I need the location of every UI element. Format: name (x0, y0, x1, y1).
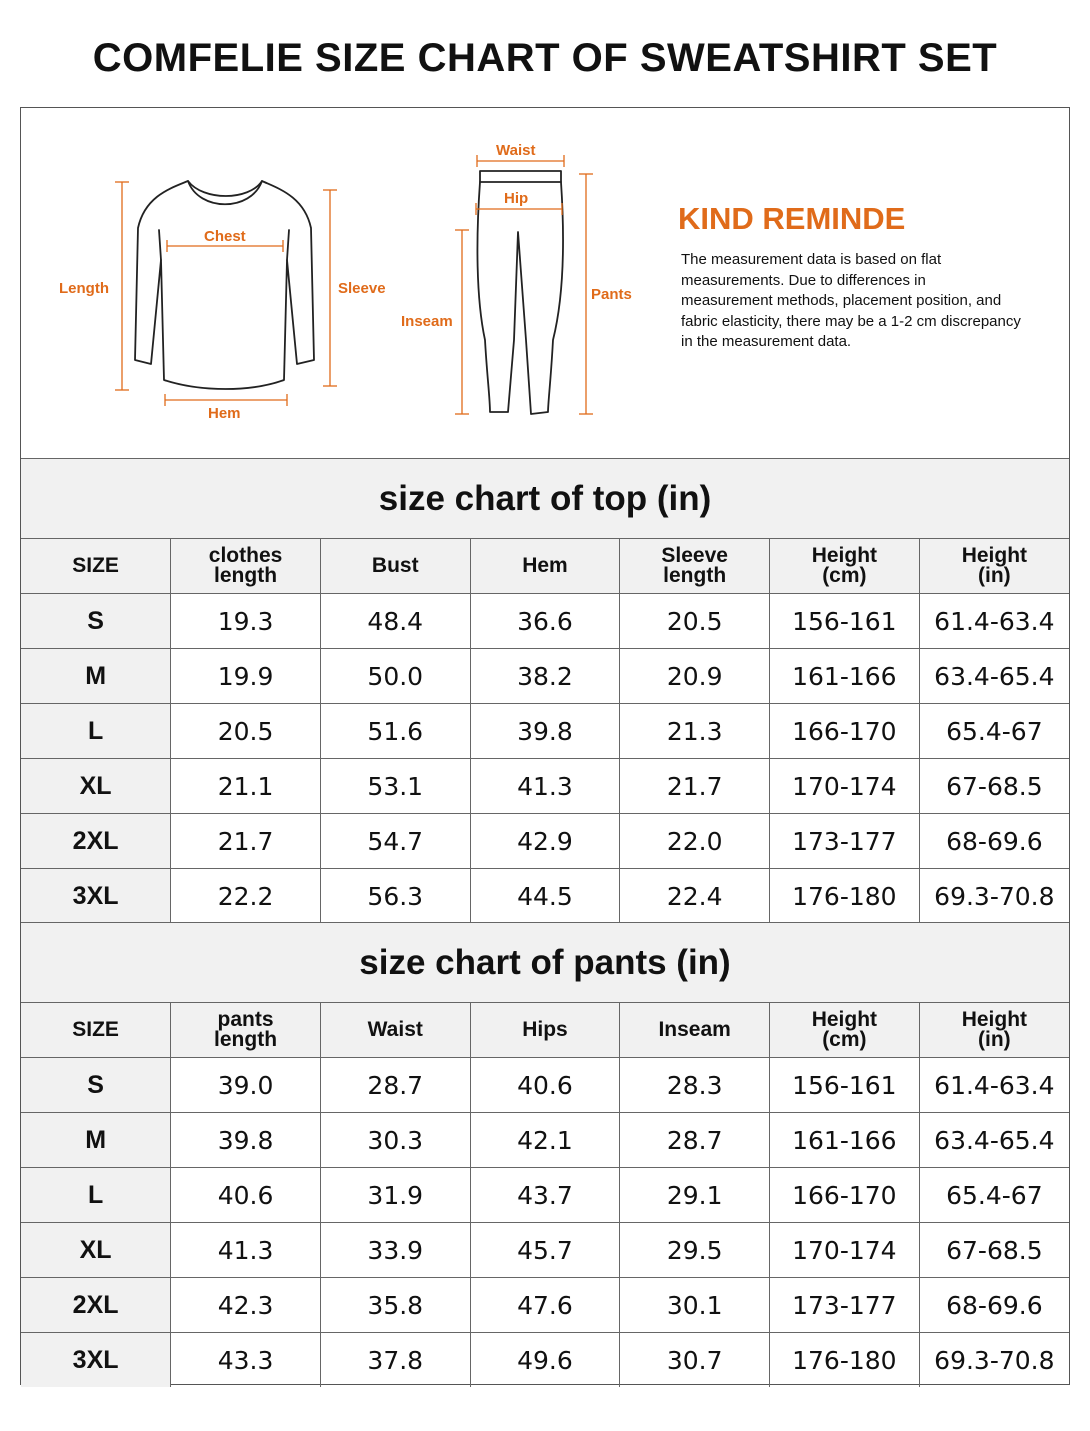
pants-table-header-cell (919, 1003, 1069, 1058)
top-table-size-cell: M (21, 649, 171, 704)
top-table-header-text: length (214, 564, 278, 587)
pants-table-value-cell: 28.7 (620, 1113, 770, 1168)
top-table-value-cell: 20.5 (171, 704, 321, 759)
pants-table-value-cell: 31.9 (320, 1168, 470, 1223)
page-title: COMFELIE SIZE CHART OF SWEATSHIRT SET (92, 36, 998, 80)
pants-table-value-cell: 40.6 (470, 1058, 620, 1113)
top-chart-title: size chart of top (in) (21, 458, 1069, 538)
pants-table-row (21, 1278, 1069, 1333)
pants-table-row (21, 1113, 1069, 1168)
top-table-row (21, 814, 1069, 869)
top-table-value-cell: 42.9 (470, 814, 620, 869)
pants-table-size-cell: 2XL (21, 1278, 171, 1333)
top-table-value-cell: 36.6 (470, 594, 620, 649)
top-measure-lines (115, 182, 337, 406)
sweatshirt-neckline (188, 181, 262, 196)
top-table-value-cell: 48.4 (320, 594, 470, 649)
top-table-value-cell: 19.9 (171, 649, 321, 704)
top-table-header-text: Hem (522, 554, 568, 577)
inseam-label: Inseam (401, 313, 453, 330)
top-table-header-cell (320, 539, 470, 594)
top-table-value-cell: 44.5 (470, 869, 620, 924)
pants-table-header-text: Inseam (658, 1018, 731, 1041)
pants-table-value-cell: 49.6 (470, 1333, 620, 1388)
top-table-row (21, 759, 1069, 814)
pants-table-value-cell: 61.4-63.4 (919, 1058, 1069, 1113)
pants-table-value-cell: 39.8 (171, 1113, 321, 1168)
length-label: Length (59, 280, 109, 297)
top-table-header-row (21, 539, 1069, 594)
pants-table-header-text: (in) (978, 1028, 1011, 1051)
pants-table-header-text: Height (811, 1008, 878, 1031)
pants-table-header-cell (470, 1003, 620, 1058)
pants-label: Pants (591, 286, 632, 303)
pants-table-value-cell: 33.9 (320, 1223, 470, 1278)
top-table-value-cell: 19.3 (171, 594, 321, 649)
top-table-value-cell: 22.4 (620, 869, 770, 924)
pants-table-value-cell: 45.7 (470, 1223, 620, 1278)
top-table-value-cell: 161-166 (770, 649, 920, 704)
top-table-size-cell: 2XL (21, 814, 171, 869)
top-table-header-text: Height (961, 544, 1028, 567)
pants-table-value-cell: 170-174 (770, 1223, 920, 1278)
top-table-header-cell (770, 539, 920, 594)
pants-table-row (21, 1058, 1069, 1113)
pants-table-header-cell (320, 1003, 470, 1058)
top-table-header-text: Bust (371, 554, 419, 577)
pants-table-header-text: Height (961, 1008, 1028, 1031)
measurement-diagram-panel (21, 108, 1069, 458)
top-table-value-cell: 20.5 (620, 594, 770, 649)
sweatshirt-right-seam (287, 230, 289, 260)
pants-table-value-cell: 28.3 (620, 1058, 770, 1113)
top-table-header-cell (470, 539, 620, 594)
sleeve-label: Sleeve (338, 280, 386, 297)
pants-table-header-cell (171, 1003, 321, 1058)
pants-table-value-cell: 63.4-65.4 (919, 1113, 1069, 1168)
pants-table-size-cell: S (21, 1058, 171, 1113)
pants-table-value-cell: 42.1 (470, 1113, 620, 1168)
top-table-size-cell: 3XL (21, 869, 171, 924)
top-table-value-cell: 21.3 (620, 704, 770, 759)
top-table-value-cell: 69.3-70.8 (919, 869, 1069, 924)
top-table-value-cell: 68-69.6 (919, 814, 1069, 869)
pants-table-header-text: pants (217, 1008, 274, 1031)
top-table-value-cell: 20.9 (620, 649, 770, 704)
pants-table-value-cell: 29.5 (620, 1223, 770, 1278)
pants-table-value-cell: 173-177 (770, 1278, 920, 1333)
top-table-value-cell: 50.0 (320, 649, 470, 704)
top-table-value-cell: 22.2 (171, 869, 321, 924)
pants-table-value-cell: 39.0 (171, 1058, 321, 1113)
pants-illustration (477, 171, 563, 414)
pants-table-value-cell: 161-166 (770, 1113, 920, 1168)
top-table-row (21, 594, 1069, 649)
top-table-value-cell: 170-174 (770, 759, 920, 814)
pants-table-value-cell: 30.7 (620, 1333, 770, 1388)
top-table-value-cell: 61.4-63.4 (919, 594, 1069, 649)
pants-table-value-cell: 35.8 (320, 1278, 470, 1333)
pants-table-value-cell: 67-68.5 (919, 1223, 1069, 1278)
top-table-header-cell (620, 539, 770, 594)
top-table-header-text: (in) (978, 564, 1011, 587)
sweatshirt-illustration (135, 181, 314, 389)
sweatshirt-left-seam (159, 230, 161, 260)
top-table-value-cell: 156-161 (770, 594, 920, 649)
top-table-value-cell: 38.2 (470, 649, 620, 704)
top-table-value-cell: 67-68.5 (919, 759, 1069, 814)
pants-table-value-cell: 28.7 (320, 1058, 470, 1113)
top-table-value-cell: 56.3 (320, 869, 470, 924)
top-table-value-cell: 173-177 (770, 814, 920, 869)
pants-table-value-cell: 30.3 (320, 1113, 470, 1168)
top-table-header-text: SIZE (72, 554, 119, 577)
pants-table-size-cell: M (21, 1113, 171, 1168)
top-table-size-cell: S (21, 594, 171, 649)
top-table-size-cell: L (21, 704, 171, 759)
pants-table-header-text: (cm) (822, 1028, 867, 1051)
pants-table-value-cell: 69.3-70.8 (919, 1333, 1069, 1388)
pants-chart-title: size chart of pants (in) (21, 922, 1069, 1002)
top-table-row (21, 649, 1069, 704)
top-table-header-text: clothes (208, 544, 283, 567)
pants-table-value-cell: 156-161 (770, 1058, 920, 1113)
pants-table-value-cell: 30.1 (620, 1278, 770, 1333)
top-table-value-cell: 63.4-65.4 (919, 649, 1069, 704)
pants-table-value-cell: 47.6 (470, 1278, 620, 1333)
pants-table-size-cell: XL (21, 1223, 171, 1278)
sweatshirt-body-outline (135, 181, 314, 389)
top-table-header-text: length (663, 564, 727, 587)
pants-table-value-cell: 29.1 (620, 1168, 770, 1223)
pants-table-size-cell: L (21, 1168, 171, 1223)
pants-table-value-cell: 40.6 (171, 1168, 321, 1223)
pants-table-value-cell: 43.3 (171, 1333, 321, 1388)
pants-table-header-text: length (214, 1028, 278, 1051)
top-table-value-cell: 176-180 (770, 869, 920, 924)
top-table-body (21, 594, 1069, 924)
top-table-row (21, 869, 1069, 924)
pants-table-value-cell: 37.8 (320, 1333, 470, 1388)
top-table-header-text: Height (811, 544, 878, 567)
top-table-value-cell: 41.3 (470, 759, 620, 814)
top-table-header-cell (919, 539, 1069, 594)
pants-outline (477, 171, 563, 414)
pants-table-row (21, 1223, 1069, 1278)
pants-table-header-cell (21, 1003, 171, 1058)
pants-size-table (21, 1002, 1069, 1387)
top-table-value-cell: 166-170 (770, 704, 920, 759)
reminder-title: KIND REMINDE (678, 201, 906, 236)
pants-table-row (21, 1168, 1069, 1223)
top-table-header-cell (171, 539, 321, 594)
top-table-header-text: (cm) (822, 564, 867, 587)
top-table-value-cell: 21.7 (171, 814, 321, 869)
top-table-value-cell: 22.0 (620, 814, 770, 869)
top-table-value-cell: 54.7 (320, 814, 470, 869)
pants-table-header-cell (620, 1003, 770, 1058)
pants-table-header-cell (770, 1003, 920, 1058)
pants-table-header-row (21, 1003, 1069, 1058)
top-table-value-cell: 53.1 (320, 759, 470, 814)
top-table-value-cell: 21.1 (171, 759, 321, 814)
top-table-value-cell: 21.7 (620, 759, 770, 814)
pants-table-value-cell: 42.3 (171, 1278, 321, 1333)
chest-label: Chest (204, 228, 246, 245)
top-table-header-cell (21, 539, 171, 594)
pants-table-header-text: Hips (522, 1018, 568, 1041)
top-table-value-cell: 51.6 (320, 704, 470, 759)
top-table-size-cell: XL (21, 759, 171, 814)
pants-table-header-text: Waist (367, 1018, 423, 1041)
top-table-value-cell: 65.4-67 (919, 704, 1069, 759)
pants-table-header-text: SIZE (72, 1018, 119, 1041)
pants-table-value-cell: 41.3 (171, 1223, 321, 1278)
hip-label: Hip (504, 190, 529, 207)
pants-table-size-cell: 3XL (21, 1333, 171, 1388)
top-table-value-cell: 39.8 (470, 704, 620, 759)
pants-table-value-cell: 43.7 (470, 1168, 620, 1223)
top-table-header-text: Sleeve (661, 544, 728, 567)
top-size-table (21, 538, 1069, 923)
pants-table-value-cell: 68-69.6 (919, 1278, 1069, 1333)
pants-table-value-cell: 166-170 (770, 1168, 920, 1223)
hem-label: Hem (208, 405, 241, 422)
pants-table-value-cell: 65.4-67 (919, 1168, 1069, 1223)
size-chart-frame (20, 107, 1070, 1385)
top-table-row (21, 704, 1069, 759)
pants-table-row (21, 1333, 1069, 1388)
pants-table-body (21, 1058, 1069, 1388)
reminder-text: The measurement data is based on flat measurements. Due to differences in measurement methods, placement position, and fabric elasticity, there may be a 1-2 cm discrepancy in the measurement data. (681, 251, 1021, 350)
waist-label: Waist (496, 142, 536, 159)
pants-table-value-cell: 176-180 (770, 1333, 920, 1388)
